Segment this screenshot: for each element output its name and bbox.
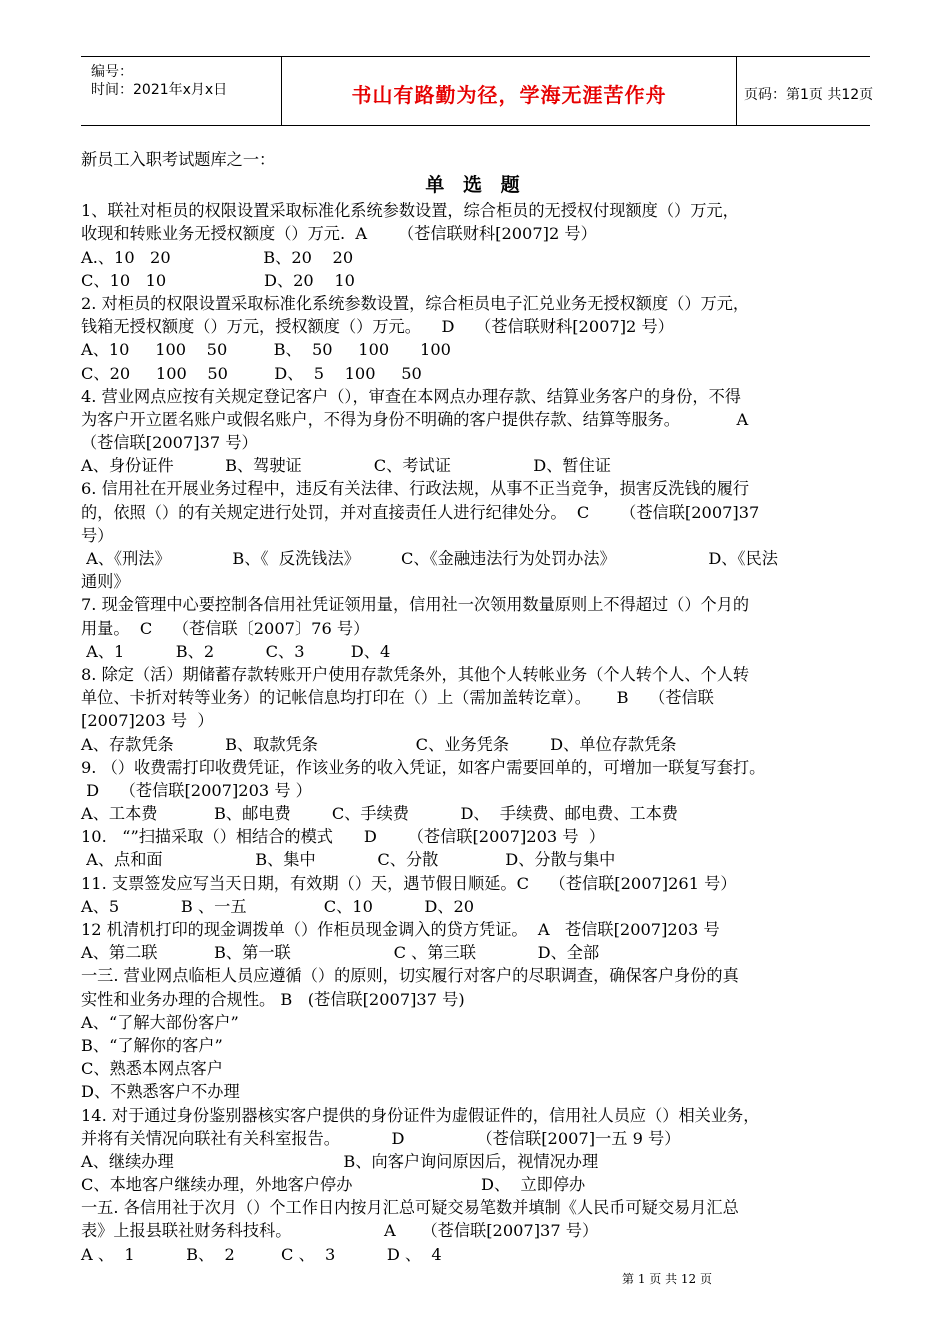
text-line: 用量。 C （苍信联〔2007〕76 号） <box>81 618 370 638</box>
text-line: （苍信联[2007]37 号） <box>81 433 258 453</box>
text-line: [2007]203 号 ） <box>81 711 214 731</box>
text-line: C、熟悉本网点客户 <box>81 1059 223 1079</box>
text-line: 号） <box>81 525 114 545</box>
page-header <box>81 56 874 126</box>
text-line: 9. （）收费需打印收费凭证，作该业务的收入凭证，如客户需要回单的，可增加一联复写套打。 <box>81 757 766 777</box>
text-line: C、本地客户继续办理，外地客户停办 D、 立即停办 <box>81 1175 586 1195</box>
text-line: C、20 100 50 D、 5 100 50 <box>81 363 422 383</box>
text-line: 7. 现金管理中心要控制各信用社凭证领用量，信用社一次领用数量原则上不得超过（）个月的 <box>81 595 750 615</box>
text-line: A、10 100 50 B、 50 100 100 <box>81 340 451 360</box>
text-line: 表》上报县联社财务科技科。 A （苍信联[2007]37 号） <box>81 1221 599 1241</box>
text-line: A、点和面 B、集中 C、分散 D、分散与集中 <box>81 850 616 870</box>
number-label: 编号： <box>91 64 133 80</box>
text-line: A、工本费 B、邮电费 C、手续费 D、 手续费、邮电费、工本费 <box>81 804 678 824</box>
text-line: A、身份证件 B、驾驶证 C、考试证 D、暂住证 <box>81 456 611 476</box>
text-line: 6. 信用社在开展业务过程中，违反有关法律、行政法规，从事不正当竞争，损害反洗钱的履行 <box>81 479 750 499</box>
text-line: A、继续办理 B、向客户询问原因后，视情况办理 <box>81 1151 599 1171</box>
text-line: A 、 1 B、 2 C 、 3 D 、 4 <box>81 1244 442 1264</box>
text-line: B、“了解你的客户” <box>81 1035 223 1055</box>
motto: 书山有路勤为径，学海无涯苦作舟 <box>351 83 667 107</box>
text-line: 钱箱无授权额度（）万元，授权额度（）万元。 D （苍信联财科[2007]2 号） <box>81 317 674 337</box>
text-line: 通则》 <box>81 572 130 592</box>
text-line: A、1 B、2 C、3 D、4 <box>81 641 391 661</box>
text-line: 的，依照（）的有关规定进行处罚，并对直接责任人进行纪律处分。 C （苍信联[2007]37 <box>81 502 760 522</box>
text-line: 一五. 各信用社于次月（）个工作日内按月汇总可疑交易笔数并填制《人民币可疑交易月汇总 <box>81 1198 739 1218</box>
text-line: A、第二联 B、第一联 C 、第三联 D、全部 <box>81 943 600 963</box>
intro-line: 新员工入职考试题库之一： <box>81 150 276 169</box>
text-line: 10. “”扫描采取（）相结合的模式 D （苍信联[2007]203 号 ） <box>81 827 605 847</box>
header-meta <box>81 57 281 125</box>
page-code: 页码：第1页 共12页 <box>744 87 874 103</box>
text-line: A、“了解大部份客户” <box>81 1012 239 1032</box>
page-footer: 第 1 页 共 12 页 <box>622 1272 712 1286</box>
text-line: 单位、卡折对转等业务）的记帐信息均打印在（）上（需加盖转讫章）。 B （苍信联 <box>81 688 714 708</box>
text-line: 一三. 营业网点临柜人员应遵循（）的原则，切实履行对客户的尽职调查，确保客户身份的真 <box>81 966 739 986</box>
text-line: C、10 10 D、20 10 <box>81 270 355 290</box>
text-line: 12 机清机打印的现金调拨单（）作柜员现金调入的贷方凭证。 A 苍信联[2007]203 号 <box>81 920 720 939</box>
text-line: 4. 营业网点应按有关规定登记客户（），审查在本网点办理存款、结算业务客户的身份，不得 <box>81 386 741 406</box>
text-line: 11. 支票签发应写当天日期，有效期（）天，遇节假日顺延。C （苍信联[2007]261 号） <box>81 873 737 893</box>
text-line: A、存款凭条 B、取款凭条 C、业务凭条 D、单位存款凭条 <box>81 734 677 754</box>
header-page-cell <box>736 57 874 125</box>
question-list <box>81 199 881 1266</box>
text-line: 并将有关情况向联社有关科室报告。 D （苍信联[2007]一五 9 号） <box>81 1128 681 1148</box>
text-line: A.、10 20 B、20 20 <box>81 247 354 267</box>
text-line: A、5 B 、一五 C、10 D、20 <box>81 896 475 916</box>
text-line: 2. 对柜员的权限设置采取标准化系统参数设置，综合柜员电子汇兑业务无授权额度（）万元， <box>81 293 750 313</box>
section-title: 单 选 题 <box>425 174 526 197</box>
text-line: 8. 除定（活）期储蓄存款转账开户使用存款凭条外，其他个人转帐业务（个人转个人、个人转 <box>81 664 750 684</box>
text-line: A、《刑法》 B、《 反洗钱法》 C、《金融违法行为处罚办法》 D、《民法 <box>81 549 778 568</box>
text-line: D （苍信联[2007]203 号 ） <box>81 780 312 800</box>
text-line: 1、联社对柜员的权限设置采取标准化系统参数设置，综合柜员的无授权付现额度（）万元， <box>81 201 739 221</box>
time-label: 时间：2021年x月x日 <box>91 82 228 98</box>
text-line: 为客户开立匿名账户或假名账户，不得为身份不明确的客户提供存款、结算等服务。 A <box>81 409 749 429</box>
header-motto-cell <box>281 57 737 125</box>
text-line: D、不熟悉客户不办理 <box>81 1082 240 1102</box>
document-body <box>81 148 881 1266</box>
text-line: 14. 对于通过身份鉴别器核实客户提供的身份证件为虚假证件的，信用社人员应（）相关业务， <box>81 1105 760 1125</box>
text-line: 实性和业务办理的合规性。 B (苍信联[2007]37 号) <box>81 989 465 1009</box>
text-line: 收现和转账业务无授权额度（）万元. A （苍信联财科[2007]2 号） <box>81 224 597 244</box>
